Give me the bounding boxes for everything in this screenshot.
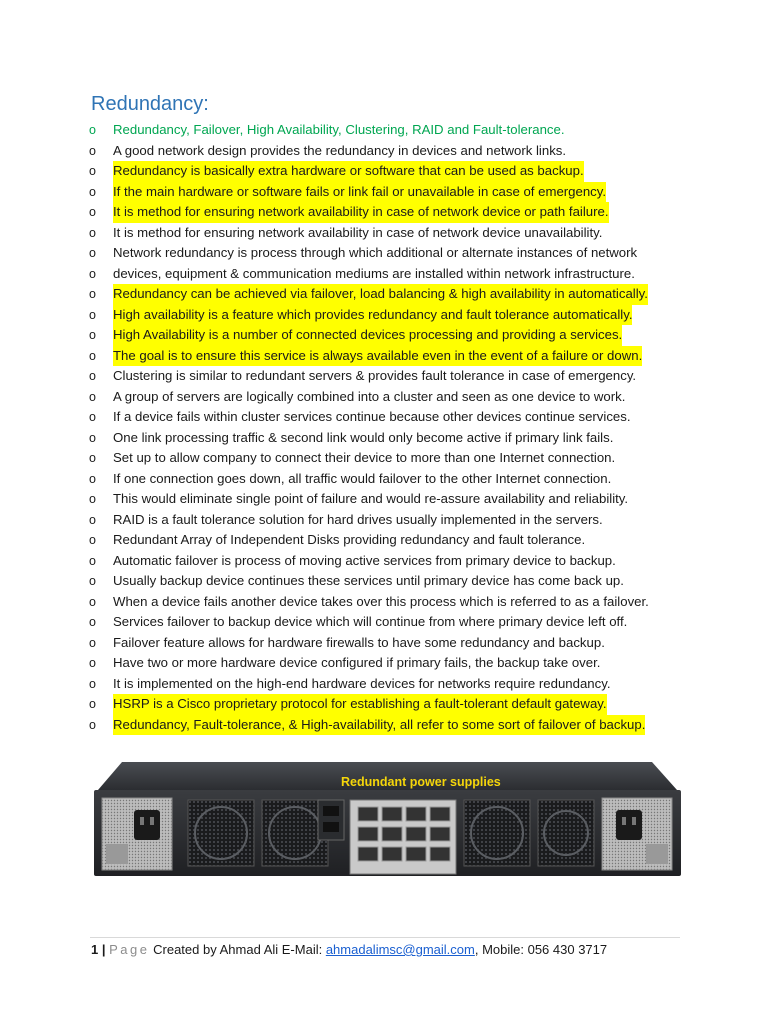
highlighted-bullet-text: Redundancy, Fault-tolerance, & High-availability, all refer to some sort of failover of backup. xyxy=(113,715,645,736)
mobile-number: , Mobile: 056 430 3717 xyxy=(474,942,608,957)
highlighted-bullet-text: It is method for ensuring network availability in case of network device or path failure. xyxy=(113,202,609,223)
bullet-marker: o xyxy=(89,471,96,486)
bullet-text: Clustering is similar to redundant servers & provides fault tolerance in case of emergency. xyxy=(113,368,637,383)
bullet-marker: o xyxy=(89,205,96,219)
bullet-text: Usually backup device continues these services until primary device has come back up. xyxy=(113,573,624,588)
bullet-text: devices, equipment & communication mediums are installed within network infrastructure. xyxy=(113,265,635,281)
page-word: Page xyxy=(109,942,150,957)
bullet-text: Automatic failover is process of moving active services from primary device to backup. xyxy=(113,552,616,568)
author-credit: Created by Ahmad Ali E-Mail: xyxy=(153,942,323,957)
page-footer xyxy=(91,942,607,957)
highlighted-bullet-text: The goal is to ensure this service is always available even in the event of a failure or down. xyxy=(113,346,642,367)
bullet-marker: o xyxy=(89,717,96,732)
bullet-text: When a device fails another device takes over this process which is referred to as a failover. xyxy=(113,593,649,609)
bullet-marker: o xyxy=(89,512,96,527)
bullet-marker: o xyxy=(89,143,96,158)
bullet-text: If one connection goes down, all traffic would failover to the other Internet connection. xyxy=(113,470,612,486)
bullet-marker: o xyxy=(89,697,96,711)
bullet-text: A group of servers are logically combined into a cluster and seen as one device to work. xyxy=(113,388,626,404)
bullet-marker: o xyxy=(89,328,96,342)
bullet-marker: o xyxy=(89,369,96,383)
page-number: 1 xyxy=(91,942,99,957)
bullet-marker: o xyxy=(89,492,96,506)
bullet-marker: o xyxy=(89,164,96,178)
bullet-marker: o xyxy=(89,307,96,322)
bullet-text: Have two or more hardware device configured if primary fails, the backup take over. xyxy=(113,655,601,670)
bullet-text: Services failover to backup device which will continue from where primary device left off. xyxy=(113,614,628,629)
highlighted-bullet-text: High Availability is a number of connected devices processing and providing a services. xyxy=(113,325,622,346)
highlighted-bullet-text: Redundancy can be achieved via failover, load balancing & high availability in automatically. xyxy=(113,284,648,305)
bullet-marker: o xyxy=(89,451,96,465)
bullet-marker: o xyxy=(89,246,96,260)
bullet-text: Redundancy, Failover, High Availability, Clustering, RAID and Fault-tolerance. xyxy=(113,122,565,137)
bullet-text: Network redundancy is process through which additional or alternate instances of network xyxy=(113,245,638,260)
footer-divider xyxy=(90,937,680,938)
highlighted-bullet-text: Redundancy is basically extra hardware or software that can be used as backup. xyxy=(113,161,584,182)
bullet-text: One link processing traffic & second link would only become active if primary link fails. xyxy=(113,429,614,445)
image-caption: Redundant power supplies xyxy=(341,775,501,789)
bullet-marker: o xyxy=(89,615,96,629)
bullet-marker: o xyxy=(89,123,96,137)
bullet-marker: o xyxy=(89,410,96,424)
bullet-text: It is method for ensuring network availability in case of network device unavailability. xyxy=(113,224,603,240)
bullet-text: RAID is a fault tolerance solution for hard drives usually implemented in the servers. xyxy=(113,511,603,527)
bullet-text: Failover feature allows for hardware firewalls to have some redundancy and backup. xyxy=(113,634,605,650)
bullet-marker: o xyxy=(89,656,96,670)
bullet-marker: o xyxy=(89,266,96,281)
bullet-marker: o xyxy=(89,348,96,363)
bullet-marker: o xyxy=(89,225,96,240)
bullet-marker: o xyxy=(89,676,96,691)
bullet-marker: o xyxy=(89,574,96,588)
bullet-marker: o xyxy=(89,533,96,547)
bullet-marker: o xyxy=(89,594,96,609)
highlighted-bullet-text: HSRP is a Cisco proprietary protocol for establishing a fault-tolerant default gateway. xyxy=(113,694,607,715)
bullet-marker: o xyxy=(89,635,96,650)
email-link[interactable]: ahmadalimsc@gmail.com xyxy=(325,942,475,957)
footer-separator: | xyxy=(101,942,106,957)
bullet-text: It is implemented on the high-end hardware devices for networks require redundancy. xyxy=(113,675,611,691)
bullet-marker: o xyxy=(89,553,96,568)
section-heading: Redundancy: xyxy=(91,93,209,115)
highlighted-bullet-text: High availability is a feature which provides redundancy and fault tolerance automatically. xyxy=(113,305,632,326)
bullet-text: If a device fails within cluster services continue because other devices continue services. xyxy=(113,409,631,424)
bullet-text: A good network design provides the redundancy in devices and network links. xyxy=(113,142,567,158)
bullet-text: Set up to allow company to connect their device to more than one Internet connection. xyxy=(113,450,616,465)
bullet-marker: o xyxy=(89,389,96,404)
bullet-marker: o xyxy=(89,287,96,301)
bullet-text: This would eliminate single point of failure and would re-assure availability and reliability. xyxy=(113,491,629,506)
bullet-text: Redundant Array of Independent Disks providing redundancy and fault tolerance. xyxy=(113,532,586,547)
highlighted-bullet-text: If the main hardware or software fails or link fail or unavailable in case of emergency. xyxy=(113,182,606,203)
bullet-marker: o xyxy=(89,184,96,199)
bullet-marker: o xyxy=(89,430,96,445)
